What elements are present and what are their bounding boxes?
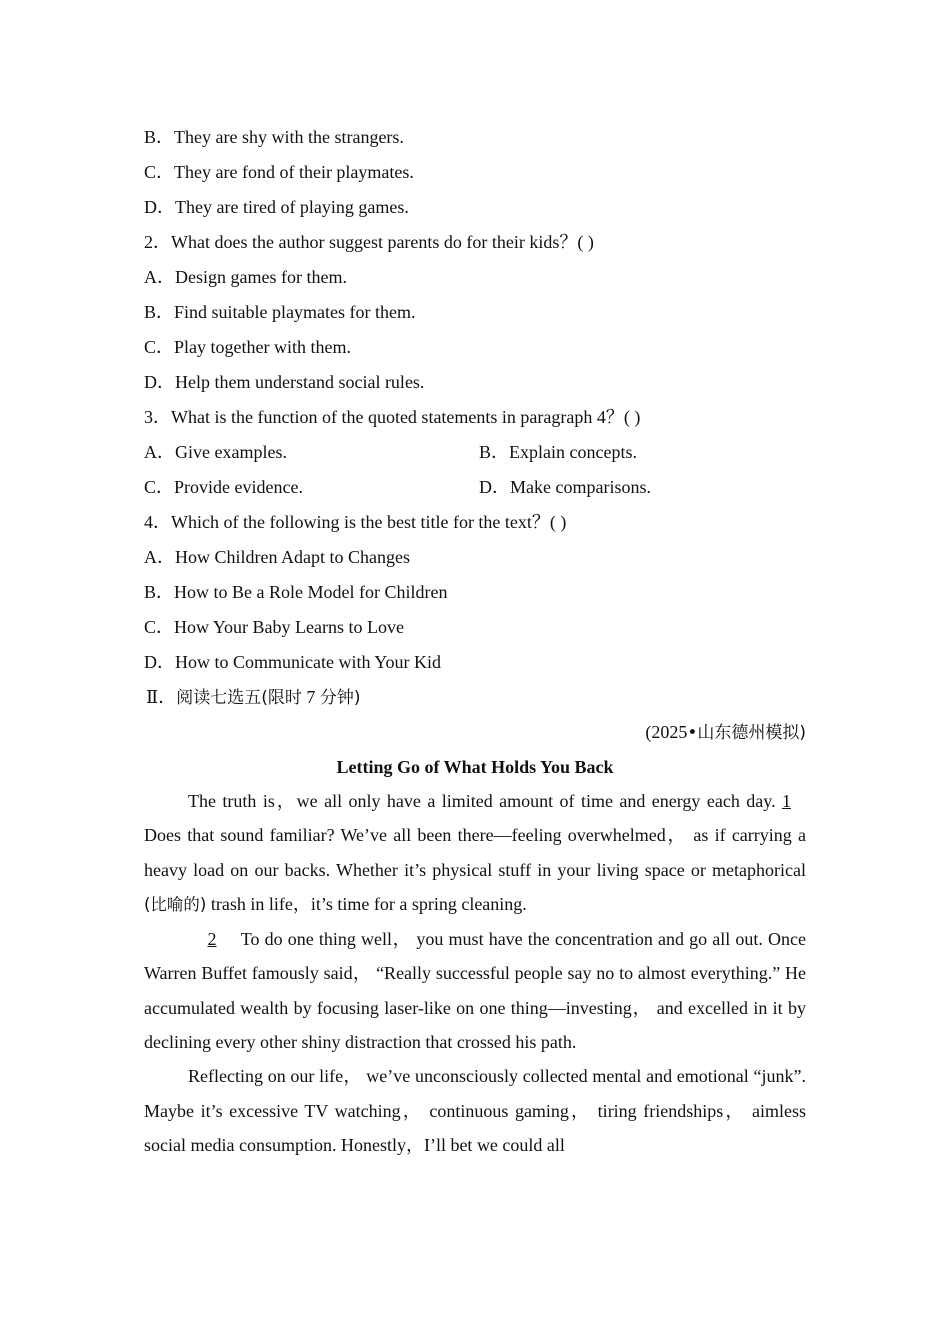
q2-option-b: B．Find suitable playmates for them.	[144, 302, 416, 322]
q1-option-b: B．They are shy with the strangers.	[144, 127, 404, 147]
section-numeral: Ⅱ．	[146, 687, 177, 707]
source-dot: •	[687, 723, 698, 743]
source-place: 山东德州模拟)	[697, 723, 806, 743]
q4-option-c: C．How Your Baby Learns to Love	[144, 617, 404, 637]
q3-options-row-1	[144, 435, 806, 470]
q2-option-c: C．Play together with them.	[144, 337, 351, 357]
paragraph-1-closing: trash in life，it’s time for a spring cleaning.	[206, 893, 527, 914]
q3-option-b: B．Explain concepts.	[479, 442, 637, 462]
paragraph-2-body: To do one thing well， you must have the concentration and go all out. Once Warren Buffet famously said， “Really successful people say no to almost everything.” He accumulated wealth by focusing laser-like on one thing—investing， and excelled in it by declining every other shiny distraction that crossed his path.	[144, 929, 806, 1053]
source-note	[144, 715, 806, 750]
q2-option-d: D．Help them understand social rules.	[144, 372, 425, 392]
q1-option-d: D．They are tired of playing games.	[144, 197, 409, 217]
source-year: (2025	[645, 722, 688, 742]
blank-2: 2	[207, 929, 217, 950]
q3-stem: 3．What is the function of the quoted statements in paragraph 4？( )	[144, 407, 641, 427]
article-paragraph-1	[144, 784, 806, 922]
q4-option-b: B．How to Be a Role Model for Children	[144, 582, 448, 602]
article-paragraph-3: Reflecting on our life， we’ve unconsciously collected mental and emotional “junk”. Maybe it’s excessive TV watching， continuous gaming， tiring friendships， aimless social media consumption. Honestly，I’ll bet we could all	[144, 1066, 806, 1155]
q4-option-a: A．How Children Adapt to Changes	[144, 547, 410, 567]
q2-stem: 2．What does the author suggest parents do for their kids？( )	[144, 232, 594, 252]
paragraph-1-opening: The truth is，we all only have a limited amount of time and energy each day.	[188, 791, 776, 811]
document-content	[144, 120, 806, 1162]
section-label: 阅读七选五	[176, 688, 262, 708]
q1-option-c: C．They are fond of their playmates.	[144, 162, 414, 182]
paragraph-1-body: Does that sound familiar? We’ve all been there—feeling overwhelmed， as if carrying a heavy load on our backs. Whether it’s physical stuff in your living space or metaphorical	[144, 825, 806, 880]
article-title: Letting Go of What Holds You Back	[336, 757, 614, 777]
q2-option-a: A．Design games for them.	[144, 267, 347, 287]
q3-option-c: C．Provide evidence.	[144, 477, 303, 497]
section-heading	[144, 680, 806, 715]
q3-options-row-2	[144, 470, 806, 505]
q3-option-d: D．Make comparisons.	[479, 477, 651, 497]
q4-stem: 4．Which of the following is the best title for the text？( )	[144, 512, 567, 532]
section-time-close: 分钟)	[319, 688, 361, 708]
section-time-num: 7	[306, 687, 316, 707]
paragraph-1-chinese-gloss: (比喻的)	[144, 894, 207, 914]
q3-option-a: A．Give examples.	[144, 442, 287, 462]
q4-option-d: D．How to Communicate with Your Kid	[144, 652, 441, 672]
section-time-open: (限时	[261, 688, 302, 708]
article-paragraph-2	[144, 922, 806, 1059]
blank-1: 1	[782, 791, 791, 811]
